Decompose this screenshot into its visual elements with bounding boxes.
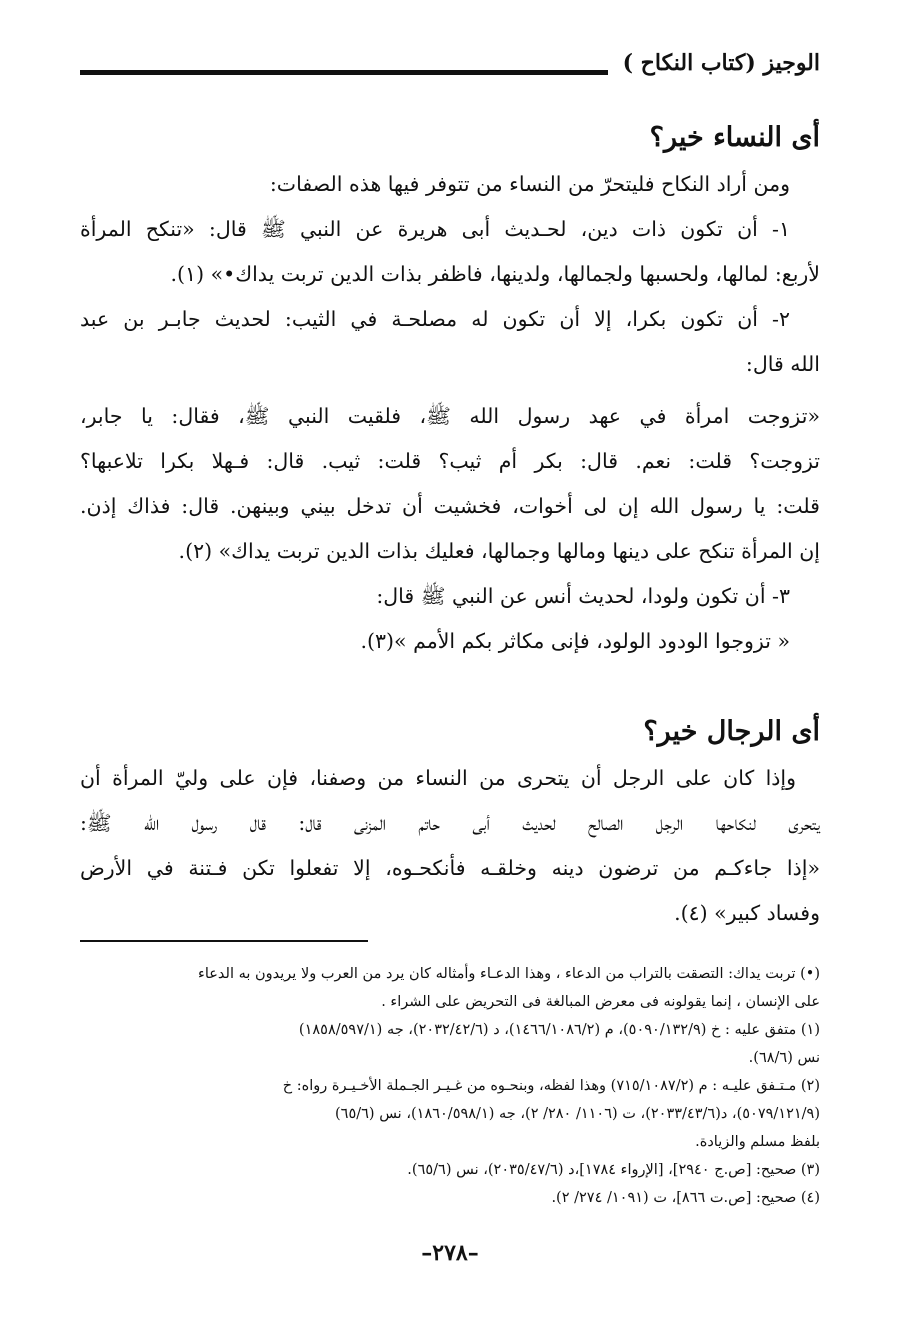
footnote-line: على الإنسان ، إنما يقولونه فى معرض المبالغة فى التحريض على الشراء . — [381, 994, 820, 1010]
footnote-line: (٤) صحيح: [ص.ت ٨٦٦]، ت (١٠٩١/ ٢٧٤/ ٢). — [551, 1190, 820, 1206]
body-line: ٢- أن تكون بكرا، إلا أن تكون له مصلحـة في الثيب: لحديث جابـر بن عبد — [80, 307, 790, 331]
footnote-line: بلفظ مسلم والزيادة. — [695, 1134, 820, 1150]
body-line: ١- أن تكون ذات دين، لحـديث أبى هريرة عن النبي ﷺ قال: «تنكح المرأة — [80, 217, 790, 241]
body-line: «تزوجت امرأة في عهد رسول الله ﷺ، فلقيت النبي ﷺ، فقال: يا جابر، — [80, 404, 820, 428]
footnote-line: (٥٠٧٩/١٢١/٩)، د(٢٠٣٣/٤٣/٦)، ت (١١٠٦/ ٢٨٠/ ٢)، جه (١٨٦٠/٥٩٨/١)، نس (٦٥/٦) — [335, 1106, 820, 1122]
body-line: لأربع: لمالها، ولحسبها ولجمالها، ولدينها، فاظفر بذات الدين تربت يداك•» (١). — [170, 262, 820, 286]
footnotes — [80, 960, 820, 1212]
body-line: وإذا كان على الرجل أن يتحرى من النساء من وصفنا، فإن على وليّ المرأة أن — [80, 766, 796, 790]
body-line: تزوجت؟ قلت: نعم. قال: بكر أم ثيب؟ قلت: ثيب. قال: فـهلا بكرا تلاعبها؟ — [80, 449, 820, 473]
footnote-line: (١) متفق عليه : خ (٥٠٩٠/١٣٢/٩)، م (١٤٦٦/١٠٨٦/٢)، د (٢٠٣٢/٤٢/٦)، جه (١٨٥٨/٥٩٧/١) — [298, 1022, 820, 1038]
hadith-jabir — [80, 394, 820, 664]
section-best-men — [80, 712, 820, 752]
book-page — [80, 0, 820, 1344]
section-best-women — [80, 118, 820, 158]
running-header — [80, 50, 820, 90]
body-line: « تزوجوا الودود الولود، فإنى مكاثر بكم الأمم »(٣). — [360, 629, 790, 653]
footnote-line: (٣) صحيح: [ص.ج ٢٩٤٠]، [الإرواء ١٧٨٤]،د (٢٠٣٥/٤٧/٦)، نس (٦٥/٦). — [407, 1162, 820, 1178]
header-rule — [80, 70, 608, 75]
body-line: يتحرى لنكاحها الرجل الصالح لحديث أبى حاتم المزنى قال: قال رسول الله ﷺ: — [80, 811, 820, 835]
footnote-line: (•) تربت يداك: التصقت بالتراب من الدعاء ، وهذا الدعـاء وأمثاله كان يرد من العرب ولا يريدون به الدعاء — [198, 966, 820, 982]
header-title: الوجيز (كتاب النكاح ) — [622, 50, 820, 76]
body-line: قلت: يا رسول الله إن لى أخوات، فخشيت أن تدخل بيني وبينهن. قال: فذاك إذن. — [80, 494, 820, 518]
footnote-line: (٢) مـتـفق عليـه : م (٧١٥/١٠٨٧/٢) وهذا لفظه، وبنحـوه من غـيـر الجـملة الأخـيـرة رواه: خ — [282, 1078, 820, 1094]
body-line: وفساد كبير» (٤). — [674, 901, 820, 925]
section-heading-men: أى الرجال خير؟ — [643, 716, 820, 747]
body-line: ومن أراد النكاح فليتحرّ من النساء من تتوفر فيها هذه الصفات: — [269, 172, 790, 196]
section-heading-women: أى النساء خير؟ — [649, 122, 820, 153]
body-line: الله قال: — [745, 352, 820, 376]
section-best-men-body — [80, 756, 820, 936]
footnote-separator — [80, 940, 368, 942]
body-line: إن المرأة تنكح على دينها ومالها وجمالها، فعليك بذات الدين تربت يداك» (٢). — [178, 539, 820, 563]
section-best-women-body — [80, 162, 820, 387]
page-number: –٢٧٨– — [421, 1240, 479, 1266]
body-line: «إذا جاءكـم من ترضون دينه وخلقـه فأنكحـوه، إلا تفعلوا تكن فـتنة في الأرض — [80, 856, 820, 880]
footnote-line: نس (٦٨/٦). — [748, 1050, 820, 1066]
body-line: ٣- أن تكون ولودا، لحديث أنس عن النبي ﷺ قال: — [376, 584, 790, 608]
